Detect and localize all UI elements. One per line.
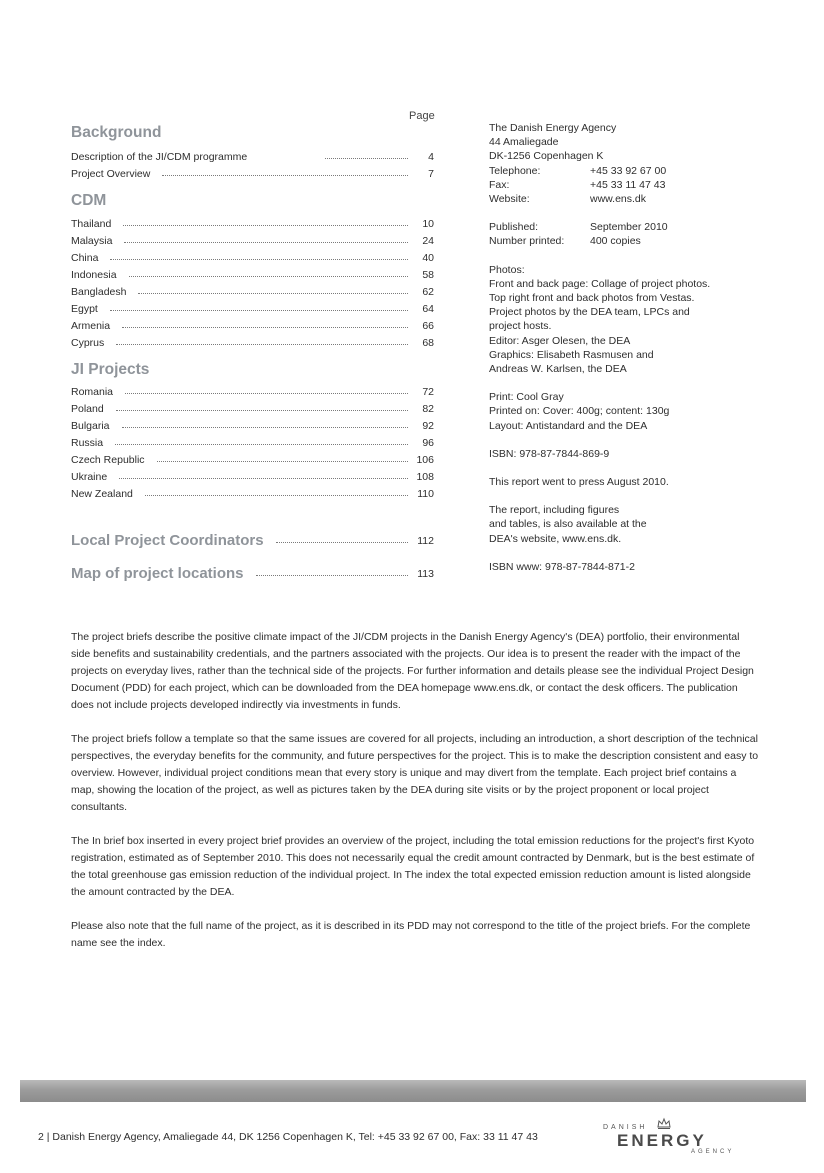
paragraph: The In brief box inserted in every project brief provides an overview of the project, including the total emission reductions for the project's first Kyoto registration, estimated as of September 2010. This does not necessarily equal the credit amount contracted by Denmark, but is the best estimate of the total greenhouse gas emission reduction of the individual project. In The index the total expected emission reduction amount is listed alongside the amount contracted by the DEA. xyxy=(71,835,755,898)
toc-entry-label: Cyprus xyxy=(71,337,105,349)
printed-row: Number printed: 400 copies xyxy=(489,235,641,248)
toc-entry[interactable] xyxy=(71,315,434,332)
toc-entry-label: Map of project locations xyxy=(71,565,244,582)
paragraph: The project briefs follow a template so that the same issues are covered for all projects, including an introduction, a short description of the technical perspectives, the everyday benefits for the community, and future perspectives for the project. This is to make the description consistent and easy to overview. However, individual project conditions mean that every story is unique and may divert from the template. Each project brief contains a map, showing the location of the project, as well as pictures taken by the DEA during site visits or by the project proponent or local project consultants. xyxy=(71,733,759,813)
toc-entry-label: Ukraine xyxy=(71,471,108,483)
footer-bar xyxy=(20,1080,806,1102)
availability-note: The report, including figures and tables, is also available at the DEA's website, www.ens.dk. xyxy=(489,504,647,545)
toc-entry-label: Local Project Coordinators xyxy=(71,532,264,549)
photos-credits: Photos: Front and back page: Collage of project photos. Top right front and back photos from Vestas. Project photos by the DEA team, LPCs and project hosts. Editor: Asger Olesen, the DEA Graphics: Elisabeth Rasmusen and Andreas W. Karlsen, the DEA xyxy=(489,263,711,376)
toc-entry[interactable] xyxy=(71,449,434,466)
toc-entry[interactable] xyxy=(71,332,434,349)
toc-section-title-cdm: CDM xyxy=(71,192,107,209)
org-city: DK-1256 Copenhagen K xyxy=(489,150,604,163)
danish-energy-agency-logo xyxy=(603,1116,743,1160)
toc-entry-page: 4 xyxy=(428,151,434,163)
org-name: The Danish Energy Agency xyxy=(489,122,617,134)
toc-entry-page: 82 xyxy=(422,403,434,415)
toc-entry-label: China xyxy=(71,252,99,264)
toc-entry-label: Romania xyxy=(71,386,114,398)
toc-entry-label: Project Overview xyxy=(71,168,151,180)
toc-entry[interactable] xyxy=(71,213,434,230)
toc-entry-local-project-coordinators[interactable] xyxy=(71,527,434,549)
toc-entry-page: 110 xyxy=(417,488,434,500)
toc-entry-label: Description of the JI/CDM programme xyxy=(71,151,248,163)
toc-entry-page: 113 xyxy=(417,568,434,580)
toc-entry[interactable] xyxy=(71,163,434,180)
printed-value: 400 copies xyxy=(590,235,641,248)
fax-row: Fax: +45 33 11 47 43 xyxy=(489,178,666,191)
toc-entry-label: Malaysia xyxy=(71,235,113,247)
paragraph: Please also note that the full name of the project, as it is described in its PDD may not correspond to the title of the project briefs. For the complete name see the index. xyxy=(71,920,751,949)
toc-entry-page: 64 xyxy=(422,303,434,315)
telephone-row: Telephone: +45 33 92 67 00 xyxy=(489,164,667,177)
logo-bottom-text: AGENCY xyxy=(691,1149,735,1155)
toc-entry-page: 7 xyxy=(428,168,434,180)
toc-entry[interactable] xyxy=(71,415,434,432)
website-link[interactable]: www.ens.dk xyxy=(590,193,647,206)
intro-text xyxy=(71,629,761,969)
toc-entry-page: 66 xyxy=(422,320,434,332)
published-value: September 2010 xyxy=(590,221,668,234)
toc-entry-page: 58 xyxy=(422,269,434,281)
toc-entry-map-of-project-locations[interactable] xyxy=(71,560,434,582)
toc-entry[interactable] xyxy=(71,483,434,500)
toc-entry-page: 106 xyxy=(416,454,434,466)
toc-entry[interactable] xyxy=(71,466,434,483)
fax-value: +45 33 11 47 43 xyxy=(590,178,666,191)
toc-entry[interactable] xyxy=(71,381,434,398)
toc-entry-page: 62 xyxy=(422,286,434,298)
print-info: Print: Cool Gray Printed on: Cover: 400g; content: 130g Layout: Antistandard and the DEA xyxy=(489,391,670,432)
toc-entry-page: 92 xyxy=(422,420,434,432)
colophon xyxy=(489,121,739,574)
toc-entry-page: 96 xyxy=(422,437,434,449)
published-row: Published: September 2010 xyxy=(489,221,668,234)
toc-entry[interactable] xyxy=(71,298,434,315)
toc-entry-label: Indonesia xyxy=(71,269,117,281)
toc-entry-page: 24 xyxy=(422,235,434,247)
toc-entry-label: New Zealand xyxy=(71,488,133,500)
toc-section-title-ji-projects: JI Projects xyxy=(71,361,150,378)
website-row: Website: www.ens.dk xyxy=(489,193,647,206)
toc-entry-page: 40 xyxy=(422,252,434,264)
toc-entry[interactable] xyxy=(71,230,434,247)
logo-main-text: ENERGY xyxy=(617,1131,707,1150)
table-of-contents xyxy=(71,108,434,582)
toc-entry[interactable] xyxy=(71,398,434,415)
toc-entry-page: 72 xyxy=(422,386,434,398)
isbn: ISBN: 978-87-7844-869-9 xyxy=(489,447,610,460)
paragraph: The project briefs describe the positive climate impact of the JI/CDM projects in the Danish Energy Agency's (DEA) portfolio, their environmental side benefits and sustainability credentials, and the partners associated with the projects. Our idea is to present the reader with the impact of the projects on everyday lives, rather than the technical side of the projects. For further information and details please see the individual Project Design Document (PDD) for each project, which can be downloaded from the DEA homepage www.ens.dk, or contact the desk officers. The publication does not include projects developed indirectly via investments in funds. xyxy=(71,631,754,711)
logo-top-text: DANISH xyxy=(603,1124,648,1131)
toc-entry[interactable] xyxy=(71,247,434,264)
toc-entry-label: Poland xyxy=(71,403,104,415)
toc-entry[interactable] xyxy=(71,281,434,298)
toc-entry-label: Armenia xyxy=(71,320,111,332)
toc-section-title-background: Background xyxy=(71,124,162,141)
toc-entry-label: Bulgaria xyxy=(71,420,110,432)
toc-entry-label: Russia xyxy=(71,437,104,449)
toc-entry[interactable] xyxy=(71,146,434,163)
toc-entry-page: 10 xyxy=(422,218,434,230)
isbn-www: ISBN www: 978-87-7844-871-2 xyxy=(489,560,635,573)
toc-entry-page: 68 xyxy=(422,337,434,349)
telephone-value: +45 33 92 67 00 xyxy=(590,164,667,177)
toc-entry-label: Thailand xyxy=(71,218,112,230)
org-street: 44 Amaliegade xyxy=(489,136,559,149)
toc-entry-label: Czech Republic xyxy=(71,454,145,466)
toc-entry[interactable] xyxy=(71,432,434,449)
toc-page-header: Page xyxy=(409,110,435,122)
footer-text: 2 | Danish Energy Agency, Amaliegade 44, DK 1256 Copenhagen K, Tel: +45 33 92 67 00, Fax: 33 11 47 43 xyxy=(38,1131,538,1143)
press-date: This report went to press August 2010. xyxy=(489,476,669,489)
toc-entry[interactable] xyxy=(71,264,434,281)
toc-entry-page: 112 xyxy=(417,535,434,547)
toc-entry-label: Bangladesh xyxy=(71,286,127,298)
toc-entry-label: Egypt xyxy=(71,303,98,315)
toc-entry-page: 108 xyxy=(416,471,434,483)
